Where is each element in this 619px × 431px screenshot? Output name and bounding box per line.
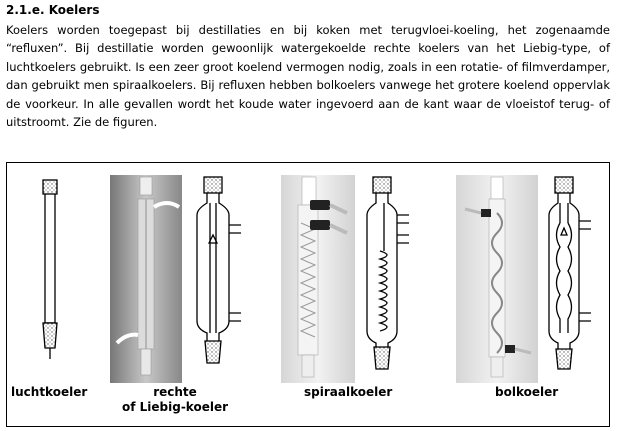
section-heading: 2.1.e. Koelers <box>6 3 100 17</box>
caption-liebig-line2: of Liebig-koeler <box>121 400 229 414</box>
caption-liebig-condenser <box>115 385 235 415</box>
section-paragraph: Koelers worden toegepast bij destillaties en bij koken met terugvloei-koeling, het zogenaamde “refluxen”. Bij destillatie worden gewoonlijk watergekoelde rechte koelers van het Liebig-type, of luchtkoelers gebruikt. Is een zeer groot koelend vermogen nodig, zoals in een rotatie- of filmverdamper, dan gebruikt men spiraalkoelers. Bij refluxen hebben bolkoelers vanwege het grotere koelend oppervlak de voorkeur. In alle gevallen wordt het koude water ingevoerd aan de kant waar de vloeistof terug- of uitstroomt. Zie de figuren. <box>6 23 610 130</box>
liebig-condenser-photo <box>110 175 182 383</box>
condenser-figure <box>6 162 610 427</box>
caption-bulb-condenser: bolkoeler <box>495 385 559 399</box>
caption-liebig-line1: rechte <box>153 385 197 399</box>
liebig-condenser-drawing <box>197 177 241 363</box>
bulb-condenser-drawing <box>549 177 591 369</box>
bulb-condenser-photo <box>456 175 538 383</box>
air-condenser-drawing <box>43 180 57 359</box>
caption-spiral-condenser: spiraalkoeler <box>304 385 393 399</box>
spiral-condenser-photo <box>281 175 355 383</box>
spiral-condenser-drawing <box>367 177 409 369</box>
caption-air-condenser: luchtkoeler <box>11 385 88 399</box>
